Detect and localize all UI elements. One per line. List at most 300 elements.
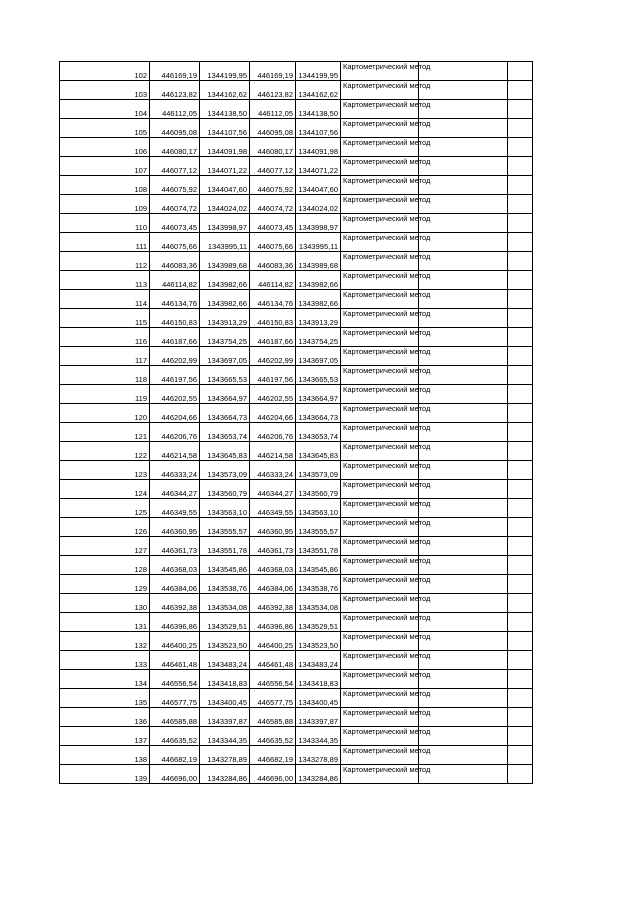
empty-cell (508, 138, 533, 157)
method-cell: Картометрический метод (341, 556, 419, 575)
empty-cell (419, 271, 508, 290)
empty-cell (508, 404, 533, 423)
y-new-cell: 1343913,29 (296, 309, 341, 328)
empty-cell (419, 537, 508, 556)
point-number-cell: 125 (60, 499, 150, 518)
method-cell: Картометрический метод (341, 385, 419, 404)
y-existing-cell: 1344107,56 (200, 119, 250, 138)
empty-cell (419, 670, 508, 689)
x-existing-cell: 446360,95 (150, 518, 200, 537)
point-number-cell: 108 (60, 176, 150, 195)
point-number-cell: 133 (60, 651, 150, 670)
empty-cell (508, 119, 533, 138)
y-new-cell: 1344162,62 (296, 81, 341, 100)
x-new-cell: 446095,08 (250, 119, 296, 138)
y-new-cell: 1343278,89 (296, 746, 341, 765)
empty-cell (508, 290, 533, 309)
method-cell: Картометрический метод (341, 480, 419, 499)
y-existing-cell: 1343523,50 (200, 632, 250, 651)
table-row (60, 746, 533, 765)
empty-cell (508, 670, 533, 689)
x-new-cell: 446577,75 (250, 689, 296, 708)
x-new-cell: 446349,55 (250, 499, 296, 518)
method-cell: Картометрический метод (341, 499, 419, 518)
table-row (60, 195, 533, 214)
x-existing-cell: 446095,08 (150, 119, 200, 138)
x-existing-cell: 446197,56 (150, 366, 200, 385)
x-existing-cell: 446696,00 (150, 765, 200, 784)
point-number-cell: 123 (60, 461, 150, 480)
x-new-cell: 446384,06 (250, 575, 296, 594)
empty-cell (419, 81, 508, 100)
y-existing-cell: 1343344,35 (200, 727, 250, 746)
empty-cell (508, 651, 533, 670)
method-cell: Картометрический метод (341, 100, 419, 119)
empty-cell (419, 689, 508, 708)
empty-cell (419, 651, 508, 670)
x-existing-cell: 446112,05 (150, 100, 200, 119)
method-cell: Картометрический метод (341, 176, 419, 195)
x-new-cell: 446635,52 (250, 727, 296, 746)
point-number-cell: 107 (60, 157, 150, 176)
empty-cell (508, 233, 533, 252)
method-cell: Картометрический метод (341, 613, 419, 632)
x-existing-cell: 446074,72 (150, 195, 200, 214)
x-existing-cell: 446080,17 (150, 138, 200, 157)
method-cell: Картометрический метод (341, 214, 419, 233)
x-existing-cell: 446396,86 (150, 613, 200, 632)
x-new-cell: 446114,82 (250, 271, 296, 290)
table-row (60, 575, 533, 594)
x-new-cell: 446556,54 (250, 670, 296, 689)
table-row (60, 347, 533, 366)
method-cell: Картометрический метод (341, 347, 419, 366)
y-existing-cell: 1343573,09 (200, 461, 250, 480)
y-existing-cell: 1343664,97 (200, 385, 250, 404)
x-new-cell: 446077,12 (250, 157, 296, 176)
coordinates-table-body (60, 62, 533, 784)
empty-cell (508, 252, 533, 271)
table-row (60, 233, 533, 252)
point-number-cell: 129 (60, 575, 150, 594)
x-new-cell: 446214,58 (250, 442, 296, 461)
empty-cell (419, 575, 508, 594)
y-new-cell: 1343560,79 (296, 480, 341, 499)
x-existing-cell: 446585,88 (150, 708, 200, 727)
x-new-cell: 446344,27 (250, 480, 296, 499)
empty-cell (419, 727, 508, 746)
y-new-cell: 1343653,74 (296, 423, 341, 442)
point-number-cell: 114 (60, 290, 150, 309)
empty-cell (419, 100, 508, 119)
point-number-cell: 134 (60, 670, 150, 689)
method-cell: Картометрический метод (341, 708, 419, 727)
method-cell: Картометрический метод (341, 746, 419, 765)
point-number-cell: 132 (60, 632, 150, 651)
empty-cell (508, 214, 533, 233)
y-new-cell: 1344024,02 (296, 195, 341, 214)
y-new-cell: 1343483,24 (296, 651, 341, 670)
method-cell: Картометрический метод (341, 651, 419, 670)
x-new-cell: 446585,88 (250, 708, 296, 727)
y-existing-cell: 1343560,79 (200, 480, 250, 499)
empty-cell (508, 309, 533, 328)
method-cell: Картометрический метод (341, 271, 419, 290)
empty-cell (419, 347, 508, 366)
point-number-cell: 116 (60, 328, 150, 347)
x-new-cell: 446073,45 (250, 214, 296, 233)
y-existing-cell: 1343664,73 (200, 404, 250, 423)
point-number-cell: 130 (60, 594, 150, 613)
x-new-cell: 446134,76 (250, 290, 296, 309)
table-row (60, 423, 533, 442)
empty-cell (508, 708, 533, 727)
point-number-cell: 109 (60, 195, 150, 214)
table-row (60, 271, 533, 290)
x-existing-cell: 446361,73 (150, 537, 200, 556)
x-existing-cell: 446344,27 (150, 480, 200, 499)
y-new-cell: 1344138,50 (296, 100, 341, 119)
empty-cell (508, 100, 533, 119)
y-existing-cell: 1343278,89 (200, 746, 250, 765)
y-existing-cell: 1344138,50 (200, 100, 250, 119)
x-new-cell: 446361,73 (250, 537, 296, 556)
y-existing-cell: 1343645,83 (200, 442, 250, 461)
table-row (60, 252, 533, 271)
x-existing-cell: 446075,92 (150, 176, 200, 195)
y-new-cell: 1344091,98 (296, 138, 341, 157)
empty-cell (419, 157, 508, 176)
point-number-cell: 111 (60, 233, 150, 252)
table-row (60, 518, 533, 537)
empty-cell (508, 689, 533, 708)
point-number-cell: 122 (60, 442, 150, 461)
method-cell: Картометрический метод (341, 765, 419, 784)
method-cell: Картометрический метод (341, 157, 419, 176)
y-existing-cell: 1343697,05 (200, 347, 250, 366)
x-existing-cell: 446187,66 (150, 328, 200, 347)
empty-cell (419, 138, 508, 157)
empty-cell (508, 556, 533, 575)
point-number-cell: 102 (60, 62, 150, 81)
y-new-cell: 1343995,11 (296, 233, 341, 252)
method-cell: Картометрический метод (341, 727, 419, 746)
y-existing-cell: 1343534,08 (200, 594, 250, 613)
y-new-cell: 1343545,86 (296, 556, 341, 575)
x-new-cell: 446123,82 (250, 81, 296, 100)
table-row (60, 727, 533, 746)
y-new-cell: 1343523,50 (296, 632, 341, 651)
empty-cell (419, 385, 508, 404)
point-number-cell: 126 (60, 518, 150, 537)
table-row (60, 461, 533, 480)
empty-cell (508, 195, 533, 214)
x-existing-cell: 446134,76 (150, 290, 200, 309)
y-existing-cell: 1344024,02 (200, 195, 250, 214)
table-row (60, 309, 533, 328)
y-new-cell: 1343982,66 (296, 271, 341, 290)
empty-cell (508, 575, 533, 594)
empty-cell (508, 328, 533, 347)
table-row (60, 81, 533, 100)
x-new-cell: 446461,48 (250, 651, 296, 670)
empty-cell (419, 613, 508, 632)
empty-cell (419, 556, 508, 575)
y-new-cell: 1343573,09 (296, 461, 341, 480)
y-new-cell: 1343998,97 (296, 214, 341, 233)
x-new-cell: 446204,66 (250, 404, 296, 423)
empty-cell (419, 119, 508, 138)
y-existing-cell: 1343400,45 (200, 689, 250, 708)
point-number-cell: 127 (60, 537, 150, 556)
coordinates-table (59, 61, 533, 784)
y-new-cell: 1343529,51 (296, 613, 341, 632)
y-existing-cell: 1343563,10 (200, 499, 250, 518)
y-existing-cell: 1344047,60 (200, 176, 250, 195)
x-existing-cell: 446169,19 (150, 62, 200, 81)
y-existing-cell: 1343982,66 (200, 271, 250, 290)
x-new-cell: 446202,99 (250, 347, 296, 366)
empty-cell (508, 62, 533, 81)
empty-cell (419, 214, 508, 233)
y-existing-cell: 1343545,86 (200, 556, 250, 575)
x-existing-cell: 446682,19 (150, 746, 200, 765)
y-existing-cell: 1344071,22 (200, 157, 250, 176)
method-cell: Картометрический метод (341, 290, 419, 309)
y-new-cell: 1343284,86 (296, 765, 341, 784)
empty-cell (419, 765, 508, 784)
y-existing-cell: 1343653,74 (200, 423, 250, 442)
table-row (60, 708, 533, 727)
empty-cell (419, 309, 508, 328)
x-new-cell: 446396,86 (250, 613, 296, 632)
x-existing-cell: 446150,83 (150, 309, 200, 328)
y-new-cell: 1343664,97 (296, 385, 341, 404)
method-cell: Картометрический метод (341, 575, 419, 594)
empty-cell (508, 537, 533, 556)
y-existing-cell: 1343551,78 (200, 537, 250, 556)
y-existing-cell: 1343418,83 (200, 670, 250, 689)
point-number-cell: 135 (60, 689, 150, 708)
table-row (60, 613, 533, 632)
method-cell: Картометрический метод (341, 594, 419, 613)
table-row (60, 765, 533, 784)
x-new-cell: 446112,05 (250, 100, 296, 119)
y-new-cell: 1343697,05 (296, 347, 341, 366)
x-new-cell: 446368,03 (250, 556, 296, 575)
y-new-cell: 1343664,73 (296, 404, 341, 423)
point-number-cell: 104 (60, 100, 150, 119)
point-number-cell: 106 (60, 138, 150, 157)
empty-cell (419, 290, 508, 309)
empty-cell (508, 385, 533, 404)
method-cell: Картометрический метод (341, 309, 419, 328)
empty-cell (419, 62, 508, 81)
empty-cell (419, 442, 508, 461)
empty-cell (419, 423, 508, 442)
table-row (60, 119, 533, 138)
method-cell: Картометрический метод (341, 518, 419, 537)
point-number-cell: 118 (60, 366, 150, 385)
y-new-cell: 1343344,35 (296, 727, 341, 746)
table-row (60, 442, 533, 461)
table-row (60, 594, 533, 613)
table-row (60, 100, 533, 119)
table-row (60, 404, 533, 423)
x-new-cell: 446075,92 (250, 176, 296, 195)
y-existing-cell: 1343989,68 (200, 252, 250, 271)
empty-cell (419, 594, 508, 613)
point-number-cell: 119 (60, 385, 150, 404)
method-cell: Картометрический метод (341, 442, 419, 461)
empty-cell (508, 176, 533, 195)
empty-cell (508, 442, 533, 461)
point-number-cell: 139 (60, 765, 150, 784)
y-new-cell: 1343551,78 (296, 537, 341, 556)
x-new-cell: 446197,56 (250, 366, 296, 385)
method-cell: Картометрический метод (341, 119, 419, 138)
empty-cell (419, 252, 508, 271)
empty-cell (508, 632, 533, 651)
table-row (60, 632, 533, 651)
empty-cell (508, 518, 533, 537)
x-existing-cell: 446384,06 (150, 575, 200, 594)
point-number-cell: 124 (60, 480, 150, 499)
empty-cell (419, 746, 508, 765)
method-cell: Картометрический метод (341, 689, 419, 708)
empty-cell (508, 613, 533, 632)
y-existing-cell: 1343998,97 (200, 214, 250, 233)
y-new-cell: 1344071,22 (296, 157, 341, 176)
empty-cell (508, 480, 533, 499)
x-existing-cell: 446202,55 (150, 385, 200, 404)
x-new-cell: 446202,55 (250, 385, 296, 404)
y-new-cell: 1343645,83 (296, 442, 341, 461)
y-existing-cell: 1344162,62 (200, 81, 250, 100)
empty-cell (419, 518, 508, 537)
x-existing-cell: 446204,66 (150, 404, 200, 423)
x-new-cell: 446187,66 (250, 328, 296, 347)
empty-cell (419, 176, 508, 195)
y-new-cell: 1343989,68 (296, 252, 341, 271)
y-new-cell: 1344199,95 (296, 62, 341, 81)
x-new-cell: 446074,72 (250, 195, 296, 214)
table-row (60, 138, 533, 157)
y-new-cell: 1343397,87 (296, 708, 341, 727)
y-new-cell: 1343754,25 (296, 328, 341, 347)
method-cell: Картометрический метод (341, 632, 419, 651)
point-number-cell: 110 (60, 214, 150, 233)
x-new-cell: 446400,25 (250, 632, 296, 651)
empty-cell (508, 347, 533, 366)
x-existing-cell: 446077,12 (150, 157, 200, 176)
empty-cell (419, 461, 508, 480)
x-existing-cell: 446577,75 (150, 689, 200, 708)
table-row (60, 556, 533, 575)
empty-cell (508, 81, 533, 100)
point-number-cell: 113 (60, 271, 150, 290)
method-cell: Картометрический метод (341, 366, 419, 385)
y-existing-cell: 1343555,57 (200, 518, 250, 537)
point-number-cell: 105 (60, 119, 150, 138)
y-new-cell: 1343665,53 (296, 366, 341, 385)
method-cell: Картометрический метод (341, 252, 419, 271)
x-new-cell: 446083,36 (250, 252, 296, 271)
method-cell: Картометрический метод (341, 404, 419, 423)
point-number-cell: 115 (60, 309, 150, 328)
empty-cell (419, 708, 508, 727)
x-existing-cell: 446368,03 (150, 556, 200, 575)
method-cell: Картометрический метод (341, 81, 419, 100)
method-cell: Картометрический метод (341, 461, 419, 480)
table-row (60, 176, 533, 195)
x-existing-cell: 446556,54 (150, 670, 200, 689)
x-new-cell: 446080,17 (250, 138, 296, 157)
x-new-cell: 446169,19 (250, 62, 296, 81)
empty-cell (508, 765, 533, 784)
empty-cell (508, 499, 533, 518)
y-existing-cell: 1343995,11 (200, 233, 250, 252)
empty-cell (508, 423, 533, 442)
x-existing-cell: 446083,36 (150, 252, 200, 271)
y-new-cell: 1343982,66 (296, 290, 341, 309)
y-new-cell: 1343538,76 (296, 575, 341, 594)
method-cell: Картометрический метод (341, 138, 419, 157)
x-new-cell: 446333,24 (250, 461, 296, 480)
x-new-cell: 446150,83 (250, 309, 296, 328)
point-number-cell: 117 (60, 347, 150, 366)
empty-cell (419, 499, 508, 518)
empty-cell (419, 328, 508, 347)
point-number-cell: 131 (60, 613, 150, 632)
x-existing-cell: 446635,52 (150, 727, 200, 746)
x-existing-cell: 446333,24 (150, 461, 200, 480)
y-new-cell: 1343534,08 (296, 594, 341, 613)
method-cell: Картометрический метод (341, 233, 419, 252)
y-existing-cell: 1344199,95 (200, 62, 250, 81)
y-new-cell: 1344047,60 (296, 176, 341, 195)
method-cell: Картометрический метод (341, 62, 419, 81)
table-row (60, 670, 533, 689)
x-existing-cell: 446114,82 (150, 271, 200, 290)
empty-cell (508, 271, 533, 290)
table-row (60, 537, 533, 556)
y-existing-cell: 1343754,25 (200, 328, 250, 347)
x-existing-cell: 446073,45 (150, 214, 200, 233)
table-row (60, 328, 533, 347)
x-existing-cell: 446214,58 (150, 442, 200, 461)
x-existing-cell: 446392,38 (150, 594, 200, 613)
x-new-cell: 446682,19 (250, 746, 296, 765)
empty-cell (508, 746, 533, 765)
table-row (60, 366, 533, 385)
x-new-cell: 446696,00 (250, 765, 296, 784)
empty-cell (419, 195, 508, 214)
table-row (60, 480, 533, 499)
empty-cell (508, 157, 533, 176)
table-row (60, 157, 533, 176)
table-row (60, 499, 533, 518)
x-new-cell: 446075,66 (250, 233, 296, 252)
y-existing-cell: 1343913,29 (200, 309, 250, 328)
y-existing-cell: 1343538,76 (200, 575, 250, 594)
y-existing-cell: 1343483,24 (200, 651, 250, 670)
empty-cell (419, 404, 508, 423)
x-new-cell: 446206,76 (250, 423, 296, 442)
y-new-cell: 1343555,57 (296, 518, 341, 537)
point-number-cell: 138 (60, 746, 150, 765)
method-cell: Картометрический метод (341, 328, 419, 347)
